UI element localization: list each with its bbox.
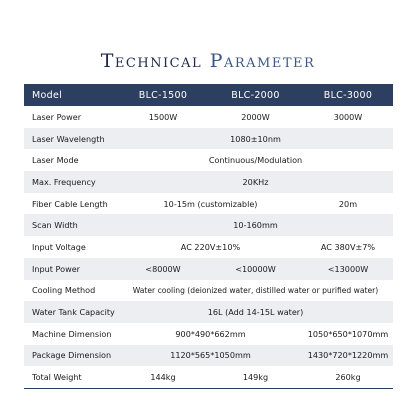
row-label: Scan Width bbox=[32, 220, 78, 231]
header-model: Model bbox=[24, 84, 118, 106]
table-cell: 20KHz bbox=[242, 176, 269, 187]
table-row bbox=[24, 236, 393, 258]
table-cell: 1500W bbox=[148, 111, 178, 122]
table-cell: AC 380V±7% bbox=[320, 241, 376, 252]
table-row bbox=[24, 214, 393, 236]
table-cell: 149kg bbox=[208, 366, 303, 388]
table-cell: 10-15m (customizable) bbox=[163, 198, 258, 209]
table-row bbox=[24, 345, 393, 367]
table-row bbox=[24, 280, 393, 302]
table-row bbox=[24, 149, 393, 171]
title-part-parameter: Parameter bbox=[209, 50, 316, 72]
table-cell: 20m bbox=[338, 198, 358, 209]
table-cell: AC 220V±10% bbox=[180, 241, 241, 252]
row-label: Cooling Method bbox=[32, 285, 96, 296]
table-cell: 260kg bbox=[303, 366, 393, 388]
header-blc-3000: BLC-3000 bbox=[303, 84, 393, 106]
row-label: Laser Wavelength bbox=[32, 133, 105, 144]
table-cell: 16L (Add 14-15L water) bbox=[207, 307, 304, 318]
table-cell: 1120*565*1050mm bbox=[170, 350, 251, 361]
row-label: Input Power bbox=[32, 263, 81, 274]
table-header-row bbox=[24, 84, 393, 106]
table-cell: 1050*650*1070mm bbox=[307, 328, 389, 339]
technical-parameter-table bbox=[24, 84, 393, 389]
table-row bbox=[24, 323, 393, 345]
row-label: Laser Mode bbox=[32, 155, 79, 166]
table-row bbox=[24, 258, 393, 280]
page-title bbox=[0, 50, 416, 72]
table-row bbox=[24, 128, 393, 150]
row-label: Package Dimension bbox=[32, 350, 112, 361]
table-cell: <13000W bbox=[327, 263, 369, 274]
table-row bbox=[24, 301, 393, 323]
table-row bbox=[24, 366, 393, 388]
row-label: Water Tank Capacity bbox=[32, 307, 115, 318]
table-cell: 900*490*662mm bbox=[175, 328, 246, 339]
table-cell: Water cooling (deionized water, distilled water or purified water) bbox=[132, 285, 379, 295]
row-label: Input Voltage bbox=[32, 241, 86, 252]
table-cell: 3000W bbox=[333, 111, 363, 122]
row-label: Total Weight bbox=[24, 366, 118, 388]
table-cell: 1080±10nm bbox=[230, 133, 281, 144]
header-blc-1500: BLC-1500 bbox=[118, 84, 208, 106]
row-label: Laser Power bbox=[32, 111, 82, 122]
table-cell: 144kg bbox=[118, 366, 208, 388]
row-label: Max. Frequency bbox=[32, 176, 96, 187]
header-blc-2000: BLC-2000 bbox=[208, 84, 303, 106]
table-cell: Continuous/Modulation bbox=[208, 155, 303, 166]
title-part-technical: Technical bbox=[100, 50, 203, 72]
table-cell: 2000W bbox=[241, 111, 270, 122]
row-label: Fiber Cable Length bbox=[32, 198, 108, 209]
table-row bbox=[24, 106, 393, 128]
table-cell: 1430*720*1220mm bbox=[307, 350, 389, 361]
row-label: Machine Dimension bbox=[32, 328, 112, 339]
table-row bbox=[24, 193, 393, 215]
table-cell: <10000W bbox=[235, 263, 276, 274]
table-cell: <8000W bbox=[145, 263, 181, 274]
table-cell: 10-160mm bbox=[233, 220, 278, 231]
table-row bbox=[24, 171, 393, 193]
